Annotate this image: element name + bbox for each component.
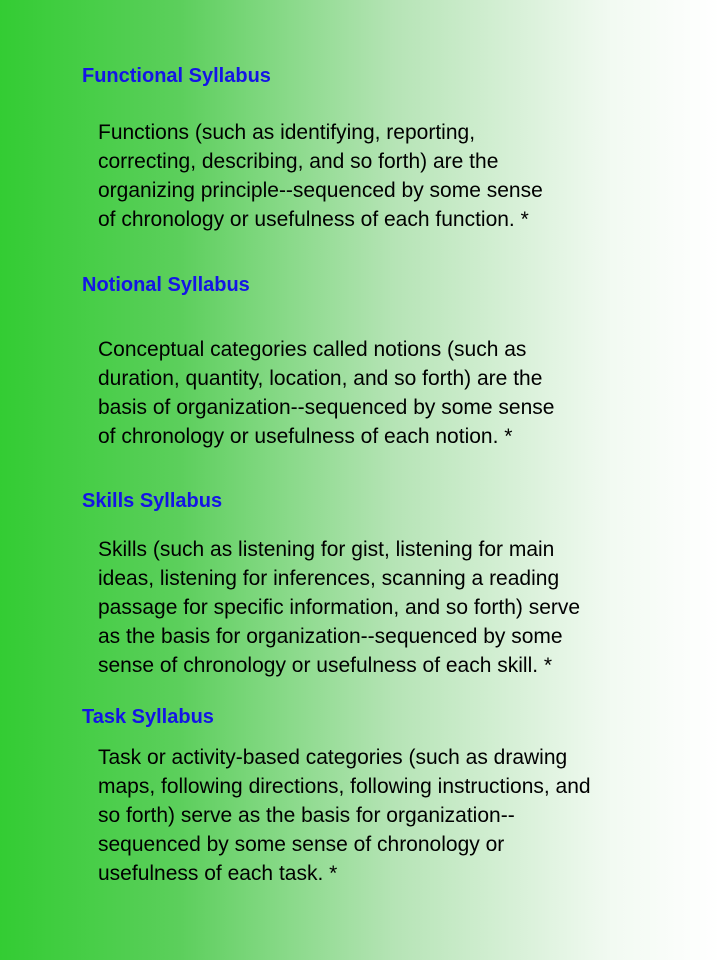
body-line: correcting, describing, and so forth) are the (98, 150, 499, 173)
section-body-task (98, 743, 678, 888)
section-heading-functional: Functional Syllabus (82, 65, 271, 87)
body-line: so forth) serve as the basis for organization-- (98, 804, 515, 827)
body-line: of chronology or usefulness of each notion. * (98, 425, 513, 448)
body-line: usefulness of each task. * (98, 862, 338, 885)
body-line: Functions (such as identifying, reporting, (98, 121, 476, 144)
body-line: Task or activity-based categories (such as drawing (98, 746, 568, 769)
body-line: passage for specific information, and so forth) serve (98, 596, 581, 619)
section-heading-notional: Notional Syllabus (82, 274, 250, 296)
body-line: sequenced by some sense of chronology or (98, 833, 505, 856)
body-line: ideas, listening for inferences, scanning a reading (98, 567, 560, 590)
body-line: Skills (such as listening for gist, listening for main (98, 538, 555, 561)
body-line: organizing principle--sequenced by some sense (98, 179, 543, 202)
section-body-skills (98, 535, 678, 680)
body-line: of chronology or usefulness of each function. * (98, 208, 529, 231)
section-heading-skills: Skills Syllabus (82, 490, 223, 512)
body-line: sense of chronology or usefulness of each skill. * (98, 654, 553, 677)
section-body-notional (98, 335, 678, 451)
section-body-functional (98, 118, 678, 234)
body-line: duration, quantity, location, and so forth) are the (98, 367, 543, 390)
body-line: Conceptual categories called notions (such as (98, 338, 527, 361)
body-line: as the basis for organization--sequenced by some (98, 625, 563, 648)
body-line: maps, following directions, following instructions, and (98, 775, 591, 798)
section-heading-task: Task Syllabus (82, 706, 214, 728)
body-line: basis of organization--sequenced by some sense (98, 396, 555, 419)
